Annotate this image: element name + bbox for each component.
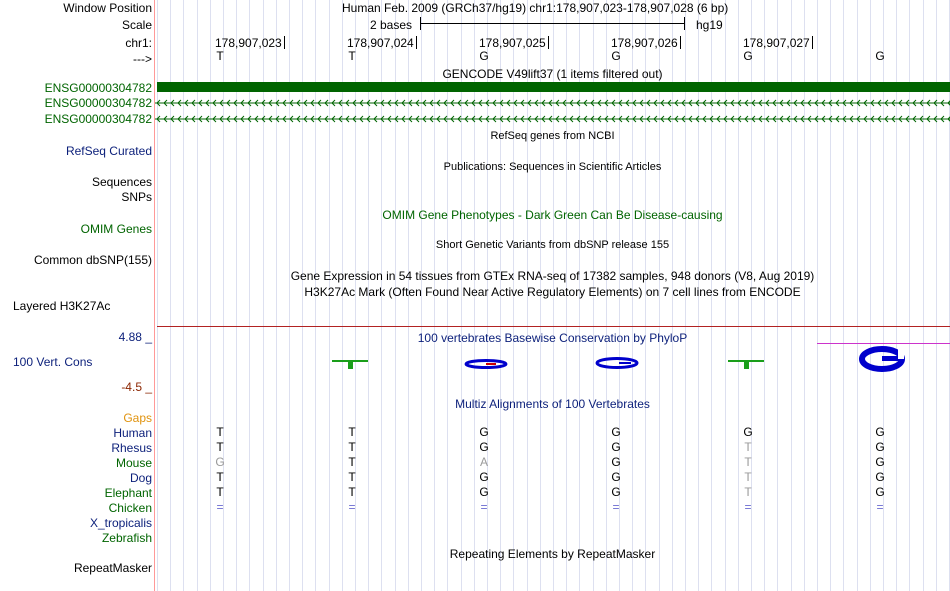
gaps-label: Gaps [123,411,152,425]
phylop-logo[interactable] [155,340,950,380]
alignment-base: G [875,440,885,454]
ref-base: G [479,49,489,63]
track-label-column [0,0,154,591]
alignment-base: = [876,500,884,514]
alignment-base: G [479,485,489,499]
alignment-base: T [348,425,356,439]
alignment-base: = [216,500,224,514]
repeatmasker-track-label[interactable]: RepeatMasker [73,561,152,575]
phylop-logo-T [332,360,368,369]
alignment-base: = [480,500,488,514]
strand-arrow-label: ---> [133,52,152,66]
species-label-elephant: Elephant [104,486,152,500]
ref-base: G [611,49,621,63]
phylop-track-label[interactable]: 100 Vert. Cons [13,355,93,369]
position-tick-label: 178,907,024 [347,36,417,50]
publications-track-title: Publications: Sequences in Scientific Articles [443,161,662,173]
scale-db-text: hg19 [696,18,723,32]
refseq-track-label[interactable]: RefSeq Curated [65,144,152,158]
h3k27ac-track-title: H3K27Ac Mark (Often Found Near Active Regulatory Elements) on 7 cell lines from ENCODE [304,285,801,299]
species-label-human: Human [113,426,152,440]
gencode-item-label[interactable]: ENSG00000304782 [44,112,152,126]
gencode-item-label[interactable]: ENSG00000304782 [44,81,152,95]
alignment-base: = [348,500,356,514]
species-label-chicken: Chicken [108,501,152,515]
alignment-base: T [216,485,224,499]
alignment-base: T [744,455,752,469]
alignment-base: T [744,440,752,454]
ref-base: T [216,49,224,63]
alignment-base: T [216,470,224,484]
position-tick-label: 178,907,026 [611,36,681,50]
multiz-track-title: Multiz Alignments of 100 Vertebrates [455,397,650,411]
scale-bar [420,17,685,31]
alignment-base: T [744,470,752,484]
scale-label: Scale [121,18,152,32]
alignment-base: G [479,425,489,439]
alignment-base: G [479,470,489,484]
position-tick-label: 178,907,027 [743,36,813,50]
alignment-base: G [611,470,621,484]
alignment-base: G [875,470,885,484]
alignment-base: G [611,485,621,499]
alignment-base: G [875,425,885,439]
snps-track-label[interactable]: SNPs [121,190,152,204]
alignment-base: T [348,470,356,484]
ref-base: G [875,49,885,63]
species-label-mouse: Mouse [115,456,152,470]
ref-base: T [348,49,356,63]
dbsnp-track-title: Short Genetic Variants from dbSNP release 155 [435,239,670,251]
species-label-xtropicalis: X_tropicalis [89,516,152,530]
alignment-base: T [216,425,224,439]
alignment-base: T [744,485,752,499]
species-label-zebrafish: Zebrafish [101,531,152,545]
phylop-min-label: -4.5 _ [121,380,152,394]
alignment-base: G [611,440,621,454]
alignment-base: T [348,485,356,499]
assembly-position-text: Human Feb. 2009 (GRCh37/hg19) chr1:178,907,023-178,907,028 (6 bp) [342,1,729,15]
alignment-base: T [348,455,356,469]
phylop-max-label: 4.88 _ [118,330,152,344]
alignment-base: = [612,500,620,514]
phylop-logo-G [862,349,904,369]
alignment-base: = [744,500,752,514]
track-data-area[interactable] [155,0,950,591]
omim-track-label[interactable]: OMIM Genes [80,222,152,236]
refseq-track-title: RefSeq genes from NCBI [490,130,615,142]
position-tick-label: 178,907,025 [479,36,549,50]
sequences-track-label[interactable]: Sequences [91,175,152,189]
alignment-base: T [348,440,356,454]
gencode-exon-bar[interactable] [157,82,950,92]
ref-base: G [743,49,753,63]
scale-bases-text: 2 bases [370,18,413,32]
alignment-base: G [743,425,753,439]
alignment-base: G [875,455,885,469]
position-tick-label: 178,907,023 [215,36,285,50]
chrom-label: chr1: [125,36,152,50]
alignment-base: G [479,440,489,454]
species-label-dog: Dog [129,471,152,485]
alignment-base: A [479,455,488,469]
gencode-track-title: GENCODE V49lift37 (1 items filtered out) [442,67,663,81]
phylop-logo-G [466,361,506,368]
alignment-base: G [215,455,225,469]
phylop-track-title: 100 vertebrates Basewise Conservation by PhyloP [417,331,688,345]
phylop-logo-G [597,359,637,368]
gencode-item-label[interactable]: ENSG00000304782 [44,96,152,110]
phylop-logo-T [728,360,764,369]
gencode-intron-line[interactable] [155,114,950,124]
h3k27ac-signal-line[interactable] [157,326,950,327]
repeatmasker-track-title: Repeating Elements by RepeatMasker [449,547,656,561]
omim-track-title: OMIM Gene Phenotypes - Dark Green Can Be Disease-causing [382,208,723,222]
window-position-label: Window Position [63,1,152,15]
alignment-base: G [611,425,621,439]
alignment-base: T [216,440,224,454]
gencode-intron-line[interactable] [155,98,950,108]
species-label-rhesus: Rhesus [111,441,152,455]
dbsnp-track-label[interactable]: Common dbSNP(155) [33,253,152,267]
alignment-base: G [611,455,621,469]
alignment-base: G [875,485,885,499]
h3k27ac-track-label[interactable]: Layered H3K27Ac [13,299,111,313]
gtex-track-title: Gene Expression in 54 tissues from GTEx RNA-seq of 17382 samples, 948 donors (V8, Aug 2019) [290,269,815,283]
